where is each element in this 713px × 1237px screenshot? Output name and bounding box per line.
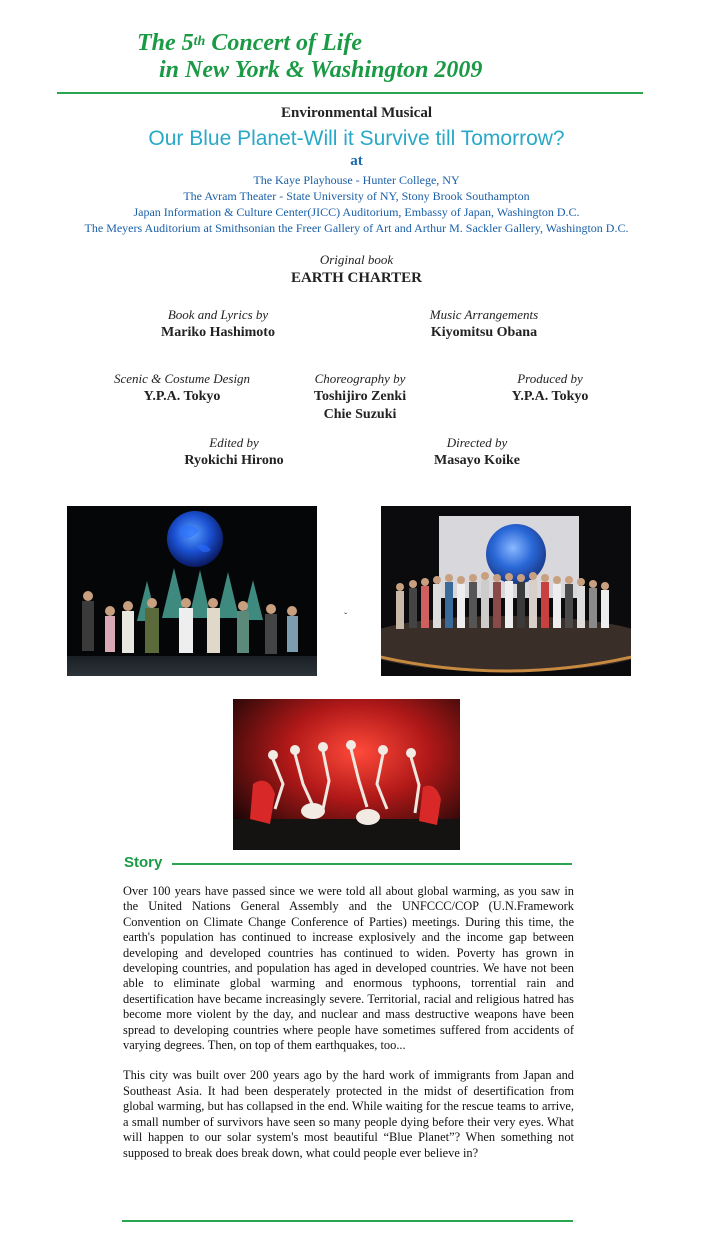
- stage-photo-3-image: [233, 699, 460, 850]
- credit-directed: [377, 435, 577, 469]
- credit-name: Chie Suzuki: [323, 407, 397, 422]
- credit-role: Produced by: [517, 371, 583, 386]
- story-heading-rule: [172, 863, 572, 865]
- original-book-name: EARTH CHARTER: [290, 270, 423, 286]
- venue-3: Japan Information & Culture Center(JICC) Auditorium, Embassy of Japan, Washington D.C.: [133, 205, 580, 219]
- venue-2: The Avram Theater - State University of NY, Stony Brook Southampton: [183, 189, 530, 203]
- venue-1: The Kaye Playhouse - Hunter College, NY: [253, 173, 460, 187]
- musical-title: Our Blue Planet-Will it Survive till Tomorrow?: [148, 127, 565, 150]
- credit-produced: [470, 371, 630, 405]
- credit-name: Ryokichi Hirono: [184, 453, 284, 468]
- credit-name: Y.P.A. Tokyo: [511, 389, 589, 404]
- credit-scenic: [92, 371, 272, 405]
- credit-book-lyrics: [118, 307, 318, 341]
- photo-separator: ˇ: [344, 612, 348, 623]
- credit-role: Scenic & Costume Design: [113, 371, 251, 386]
- story-paragraph-1: Over 100 years have passed since we were told all about global warming, as you saw in the United Nations General Assembly and the UNFCCC/COP (U.N.Framework Convention on Climate Change Conference of Parties) meetings. During this time, the earth's population has continued to increase explosively and the income gap between developing and developed countries has continued to widen. Poverty has grown in developing countries, and population has aged in developed countries. We have not been able to eliminate global warming and enormous typhoons, torrential rain and desertification have became increasingly severe. Territorial, racial and religious hatred has become more violent by the day, and nuclear and mass destructive weapons have been spread to developing countries where people have sometimes suffered from accidents of varying degrees. Then, on top of them earthquakes, too...: [123, 884, 574, 1053]
- stage-photo-2-image: [381, 506, 631, 676]
- story-heading: Story: [124, 854, 163, 871]
- at-label: at: [350, 153, 363, 169]
- credit-edited: [134, 435, 334, 469]
- story-bottom-rule: [122, 1220, 573, 1222]
- credit-name: Masayo Koike: [434, 453, 520, 468]
- genre-label: Environmental Musical: [281, 105, 432, 121]
- venue-list: [0, 172, 713, 236]
- venue-4: The Meyers Auditorium at Smithsonian the Freer Gallery of Art and Arthur M. Sackler Gallery, Washington D.C.: [84, 221, 629, 235]
- credit-music: [384, 307, 584, 341]
- credit-role: Directed by: [446, 435, 508, 450]
- credit-name: Mariko Hashimoto: [161, 325, 275, 340]
- stage-photo-3: [233, 699, 460, 850]
- concert-title-line1: The 5th Concert of Life: [137, 30, 362, 56]
- credit-name: Y.P.A. Tokyo: [143, 389, 221, 404]
- stage-photo-1: [67, 506, 317, 676]
- story-body: [123, 884, 574, 1176]
- concert-title-line2: in New York & Washington 2009: [159, 57, 483, 83]
- credit-role: Music Arrangements: [429, 307, 539, 322]
- credit-role: Book and Lyrics by: [167, 307, 269, 322]
- stage-photo-1-image: [67, 506, 317, 676]
- original-book-role: Original book: [319, 252, 394, 267]
- story-paragraph-2: This city was built over 200 years ago by the hard work of immigrants from Japan and Southeast Asia. It had been desperately protected in the midst of desertification from global warming, but has collapsed in the end. While waiting for the rescue teams to arrive, a small number of survivors have seen so many people dying before their very eyes. What will happen to our solar system's most beautiful “Blue Planet”? When something not supposed to break does break down, what could people ever believe in?: [123, 1068, 574, 1160]
- credit-choreography: [280, 371, 440, 423]
- credit-role: Choreography by: [314, 371, 406, 386]
- credit-name: Toshijiro Zenki: [313, 389, 407, 404]
- stage-photo-2: [381, 506, 631, 676]
- credit-name: Kiyomitsu Obana: [430, 325, 538, 340]
- credit-role: Edited by: [209, 435, 259, 450]
- title-divider: [57, 92, 643, 94]
